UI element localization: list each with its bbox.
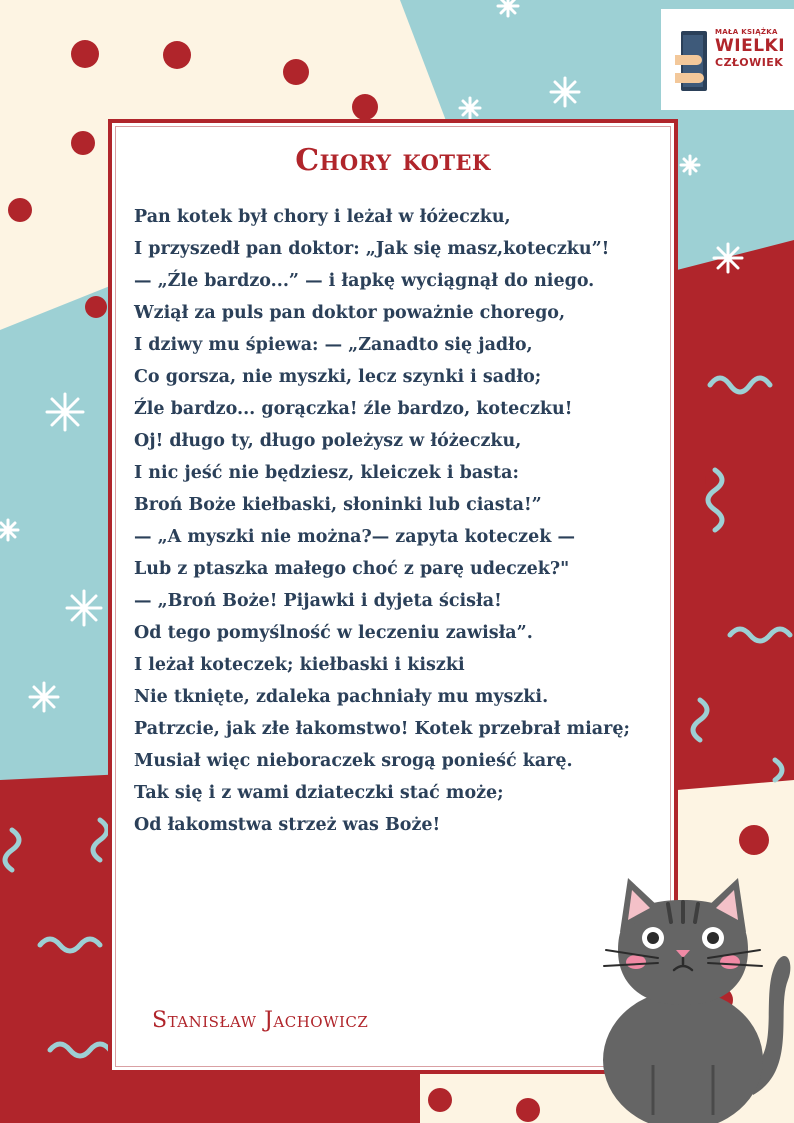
poem-line: — „Źle bardzo...” — i łapkę wyciągnął do niego. (134, 271, 595, 291)
cat-illustration (598, 870, 794, 1123)
poem-line: Źle bardzo... gorączka! źle bardzo, koteczku! (134, 399, 573, 419)
poem-line: Tak się i z wami dziateczki stać może; (134, 783, 504, 803)
logo-line-small: MAŁA KSIĄŻKA (715, 28, 778, 36)
poem-line: — „Broń Boże! Pijawki i dyjeta ścisła! (134, 591, 502, 611)
poem-line: Patrzcie, jak złe łakomstwo! Kotek przebrał miarę; (134, 719, 630, 739)
logo-badge (661, 9, 794, 110)
poem-line: — „A myszki nie można?— zapyta koteczek — (134, 527, 575, 547)
logo-line-mid: CZŁOWIEK (715, 56, 784, 69)
poem-lines (134, 201, 630, 841)
poem-line: Oj! długo ty, długo poleżysz w łóżeczku, (134, 431, 522, 451)
poem-line: Lub z ptaszka małego choć z parę udeczek?" (134, 559, 570, 579)
poem-line: Od tego pomyślność w leczeniu zawisła”. (134, 623, 533, 643)
poem-author: Stanisław Jachowicz (152, 1008, 369, 1033)
poem-line: Wziął za puls pan doktor poważnie chorego, (134, 303, 566, 323)
poem-line: Broń Boże kiełbaski, słoninki lub ciasta!” (134, 495, 542, 515)
book-logo-icon (661, 9, 715, 110)
poem-line: Pan kotek był chory i leżał w łóżeczku, (134, 207, 511, 227)
poem-card (108, 119, 678, 1074)
poem-line: Co gorsza, nie myszki, lecz szynki i sadło; (134, 367, 542, 387)
poem-line: I leżał koteczek; kiełbaski i kiszki (134, 655, 465, 675)
poem-line: Od łakomstwa strzeż was Boże! (134, 815, 441, 835)
poem-line: I przyszedł pan doktor: „Jak się masz,koteczku”! (134, 239, 610, 259)
logo-line-big: WIELKI (715, 36, 786, 56)
poem-line: I nic jeść nie będziesz, kleiczek i basta: (134, 463, 519, 483)
poem-line: I dziwy mu śpiewa: — „Zanadto się jadło, (134, 335, 533, 355)
poem-line: Musiał więc nieboraczek srogą ponieść karę. (134, 751, 573, 771)
poem-line: Nie tknięte, zdaleka pachniały mu myszki. (134, 687, 549, 707)
poem-title: Chory kotek (295, 143, 491, 178)
